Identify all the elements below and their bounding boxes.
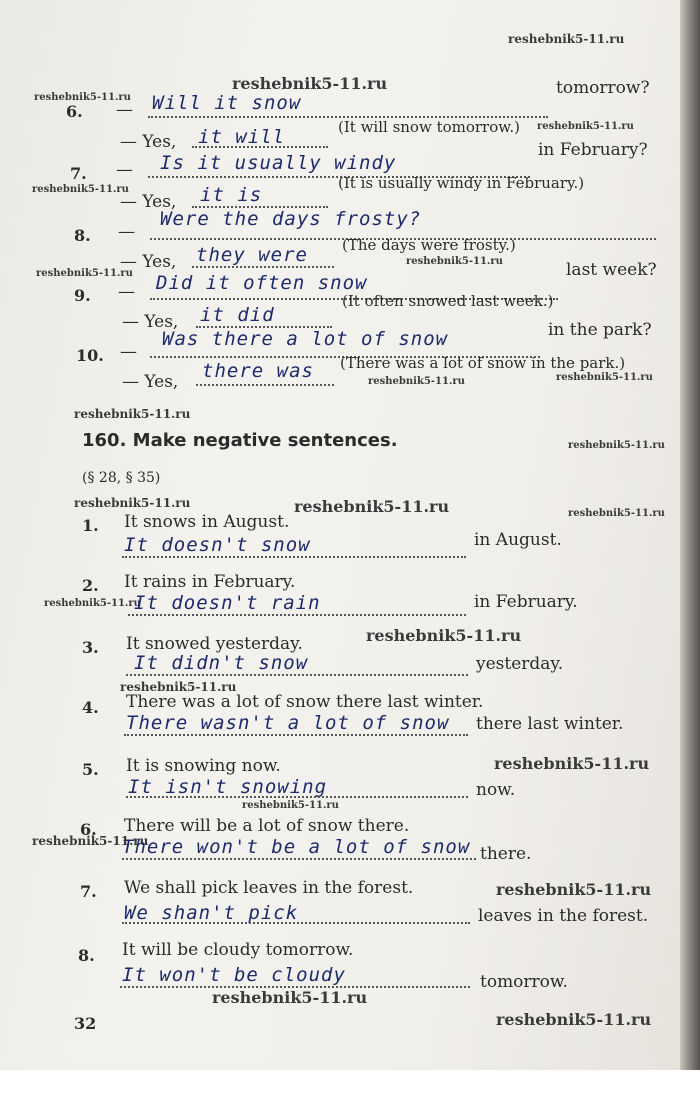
watermark: reshebnik5-11.ru — [294, 497, 450, 516]
watermark: reshebnik5-11.ru — [34, 92, 131, 103]
sentence: It is snowing now. — [126, 756, 281, 776]
answer-line — [122, 922, 470, 924]
watermark: reshebnik5-11.ru — [232, 74, 388, 93]
watermark: reshebnik5-11.ru — [556, 372, 653, 383]
handwritten-answer: It doesn't snow — [124, 534, 311, 556]
handwritten-answer: Will it snow — [152, 92, 302, 114]
watermark: reshebnik5-11.ru — [406, 256, 503, 267]
answer-line — [196, 384, 334, 386]
answer-line — [192, 266, 334, 268]
sentence-suffix: in August. — [474, 530, 562, 550]
watermark: reshebnik5-11.ru — [368, 376, 465, 387]
watermark: reshebnik5-11.ru — [508, 32, 625, 46]
dash: — — [116, 160, 133, 180]
handwritten-answer: We shan't pick — [124, 902, 299, 924]
watermark: reshebnik5-11.ru — [568, 508, 665, 519]
watermark: reshebnik5-11.ru — [120, 680, 237, 694]
item-number: 1. — [82, 516, 99, 535]
watermark: reshebnik5-11.ru — [242, 800, 339, 811]
watermark: reshebnik5-11.ru — [212, 988, 368, 1007]
handwritten-answer: There wasn't a lot of snow — [126, 712, 450, 734]
item-number: 7. — [80, 882, 97, 901]
sentence-suffix: now. — [476, 780, 516, 800]
handwritten-answer: Did it often snow — [156, 272, 368, 294]
sentence-suffix: yesterday. — [476, 654, 564, 674]
question-suffix: in the park? — [548, 320, 652, 340]
answer-line — [126, 674, 468, 676]
watermark: reshebnik5-11.ru — [496, 1010, 652, 1029]
handwritten-answer: It doesn't rain — [134, 592, 321, 614]
handwritten-answer: It isn't snowing — [128, 776, 328, 798]
bottom-margin — [0, 1070, 700, 1105]
answer-prefix: — Yes, — [120, 192, 177, 212]
item-number: 8. — [78, 946, 95, 965]
answer-prefix: — Yes, — [122, 372, 179, 392]
dash: — — [116, 100, 133, 120]
answer-line — [122, 858, 476, 860]
answer-line — [128, 614, 466, 616]
question-suffix: tomorrow? — [556, 78, 650, 98]
handwritten-answer: it is — [200, 184, 263, 206]
sentence-suffix: there last winter. — [476, 714, 624, 734]
handwritten-answer: There won't be a lot of snow — [122, 836, 471, 858]
handwritten-answer: It won't be cloudy — [122, 964, 346, 986]
sentence-suffix: in February. — [474, 592, 578, 612]
item-number: 8. — [74, 226, 91, 245]
watermark: reshebnik5-11.ru — [366, 626, 522, 645]
sentence-suffix: there. — [480, 844, 532, 864]
sentence: We shall pick leaves in the forest. — [124, 878, 414, 898]
item-number: 5. — [82, 760, 99, 779]
item-number: 4. — [82, 698, 99, 717]
sentence: It rains in February. — [124, 572, 296, 592]
answer-line — [124, 734, 468, 736]
answer-line — [120, 986, 470, 988]
item-number: 6. — [66, 102, 83, 121]
sentence: It snowed yesterday. — [126, 634, 303, 654]
dash: — — [120, 342, 137, 362]
answer-prefix: — Yes, — [120, 132, 177, 152]
answer-prefix: — Yes, — [120, 252, 177, 272]
handwritten-answer: Were the days frosty? — [160, 208, 422, 230]
dash: — — [118, 222, 135, 242]
note: (It is usually windy in February.) — [338, 174, 585, 192]
sentence: There was a lot of snow there last winter. — [126, 692, 484, 712]
note: (The days were frosty.) — [342, 236, 516, 254]
sentence: It will be cloudy tomorrow. — [122, 940, 354, 960]
exercise-reference: (§ 28, § 35) — [82, 470, 161, 486]
sentence: There will be a lot of snow there. — [124, 816, 410, 836]
handwritten-answer: It didn't snow — [134, 652, 309, 674]
note: (There was a lot of snow in the park.) — [340, 354, 626, 372]
handwritten-answer: it will — [198, 126, 286, 148]
sentence-suffix: tomorrow. — [480, 972, 568, 992]
watermark: reshebnik5-11.ru — [494, 754, 650, 773]
sentence: It snows in August. — [124, 512, 290, 532]
answer-line — [192, 146, 328, 148]
sentence-suffix: leaves in the forest. — [478, 906, 649, 926]
watermark: reshebnik5-11.ru — [537, 121, 634, 132]
answer-line — [122, 556, 466, 558]
exercise-title: 160. Make negative sentences. — [82, 430, 398, 451]
answer-line — [126, 796, 468, 798]
watermark: reshebnik5-11.ru — [74, 407, 191, 421]
item-number: 2. — [82, 576, 99, 595]
handwritten-answer: Is it usually windy — [160, 152, 397, 174]
handwritten-answer: there was — [202, 360, 314, 382]
watermark: reshebnik5-11.ru — [74, 496, 191, 510]
item-number: 7. — [70, 164, 87, 183]
handwritten-answer: Was there a lot of snow — [162, 328, 449, 350]
watermark: reshebnik5-11.ru — [32, 184, 129, 195]
dash: — — [118, 282, 135, 302]
item-number: 3. — [82, 638, 99, 657]
question-suffix: last week? — [566, 260, 657, 280]
handwritten-answer: it did — [200, 304, 275, 326]
page-edge-shadow — [680, 0, 700, 1070]
watermark: reshebnik5-11.ru — [496, 880, 652, 899]
handwritten-answer: they were — [196, 244, 308, 266]
watermark: reshebnik5-11.ru — [32, 834, 149, 848]
watermark: reshebnik5-11.ru — [568, 440, 665, 451]
page-number: 32 — [74, 1014, 97, 1033]
answer-prefix: — Yes, — [122, 312, 179, 332]
item-number: 9. — [74, 286, 91, 305]
note: (It will snow tomorrow.) — [338, 118, 520, 136]
item-number: 10. — [76, 346, 104, 365]
watermark: reshebnik5-11.ru — [36, 268, 133, 279]
question-suffix: in February? — [538, 140, 648, 160]
item-number: 6. — [80, 820, 97, 839]
watermark: reshebnik5-11.ru — [44, 598, 141, 609]
note: (It often snowed last week.) — [342, 292, 554, 310]
